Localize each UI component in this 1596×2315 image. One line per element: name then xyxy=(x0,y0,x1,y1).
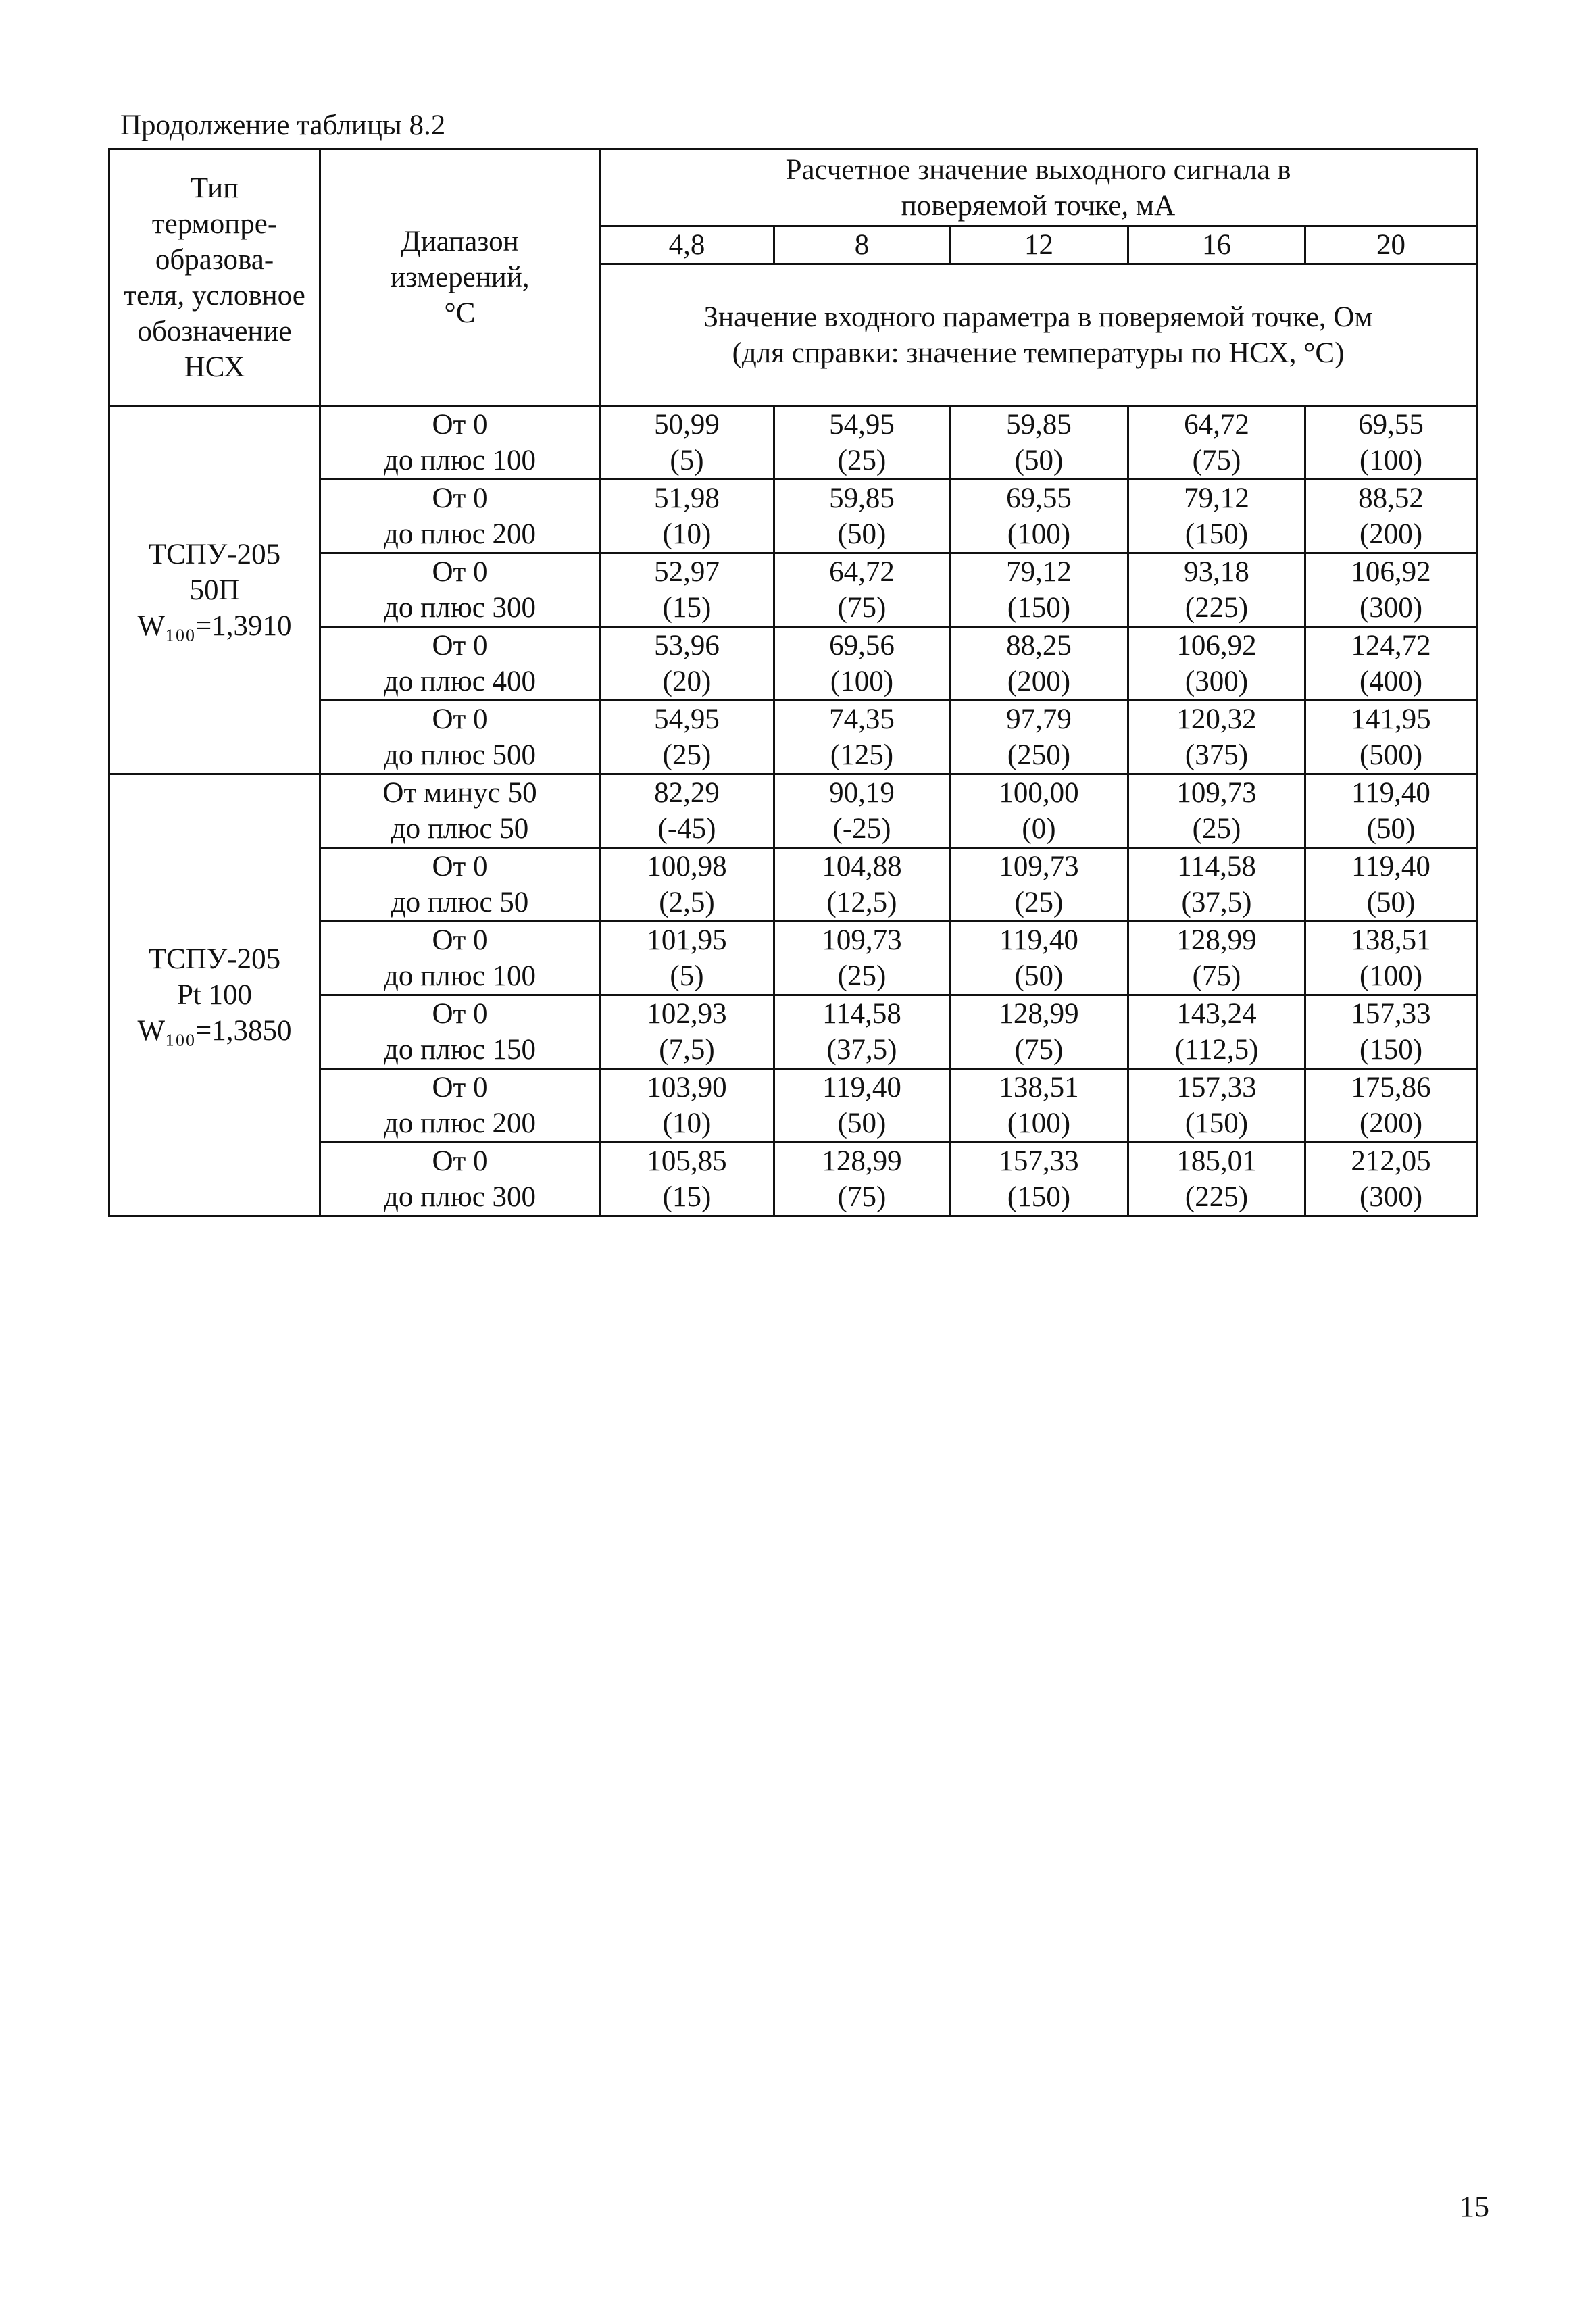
cell-line: 59,85 xyxy=(829,482,895,514)
cell-line: W₁₀₀=1,3910 xyxy=(137,609,292,642)
cell-line: (250) xyxy=(1007,739,1071,771)
header-line: Диапазон xyxy=(401,226,519,257)
value-cell xyxy=(1128,627,1305,701)
value-cell xyxy=(950,406,1128,480)
cell-line: до плюс 100 xyxy=(383,960,537,992)
header-line: образова- xyxy=(155,243,274,276)
value-cell xyxy=(1128,1069,1305,1143)
cell-line: (225) xyxy=(1184,592,1249,624)
value-cell xyxy=(600,553,774,627)
cell-line: (75) xyxy=(1192,960,1241,992)
value-cell xyxy=(774,553,950,627)
cell-line: (150) xyxy=(1184,1107,1249,1139)
cell-line: (25) xyxy=(837,960,887,992)
cell-line: 128,99 xyxy=(822,1145,902,1177)
cell-line: 106,92 xyxy=(1351,556,1431,588)
cell-line: (50) xyxy=(837,1107,887,1139)
value-cell xyxy=(950,480,1128,553)
cell-line: 128,99 xyxy=(999,998,1079,1030)
cell-line: (150) xyxy=(1007,592,1071,624)
range-cell xyxy=(320,553,600,627)
value-cell xyxy=(600,701,774,774)
value-cell xyxy=(1305,701,1477,774)
cell-line: ТСПУ-205 xyxy=(148,943,281,975)
cell-line: (75) xyxy=(1014,1034,1064,1066)
cell-line: (300) xyxy=(1359,592,1423,624)
cell-line: (225) xyxy=(1184,1181,1249,1213)
value-cell xyxy=(950,848,1128,922)
cell-line: 100,98 xyxy=(647,851,727,882)
cell-line: От 0 xyxy=(432,482,488,514)
cell-line: От 0 xyxy=(432,924,488,956)
cell-line: 104,88 xyxy=(822,851,902,882)
cell-line: (150) xyxy=(1359,1034,1423,1066)
cell-line: 157,33 xyxy=(999,1145,1079,1177)
cell-line: (50) xyxy=(1366,813,1416,845)
value-cell xyxy=(950,627,1128,701)
header-line: обозначение xyxy=(137,315,292,347)
cell-line: 69,55 xyxy=(1358,409,1424,441)
range-cell xyxy=(320,1069,600,1143)
value-cell xyxy=(774,627,950,701)
cell-line: 185,01 xyxy=(1176,1145,1257,1177)
cell-line: 119,40 xyxy=(999,924,1078,956)
cell-line: (10) xyxy=(662,1107,712,1139)
value-cell xyxy=(1128,553,1305,627)
cell-line: (100) xyxy=(1359,960,1423,992)
calibration-table xyxy=(108,148,1478,1217)
cell-line: (200) xyxy=(1007,666,1071,697)
header-line: Расчетное значение выходного сигнала в xyxy=(785,153,1291,186)
cell-line: 64,72 xyxy=(829,556,895,588)
value-cell xyxy=(1128,922,1305,995)
value-cell xyxy=(1128,406,1305,480)
output-signal-header xyxy=(600,149,1477,226)
cell-line: 59,85 xyxy=(1006,409,1072,441)
page-number: 15 xyxy=(1460,2190,1489,2223)
cell-line: 141,95 xyxy=(1351,703,1431,735)
cell-line: От 0 xyxy=(432,851,488,882)
cell-line: 138,51 xyxy=(999,1072,1079,1103)
value-cell xyxy=(950,701,1128,774)
cell-line: 74,35 xyxy=(829,703,895,735)
cell-line: 100,00 xyxy=(999,777,1079,809)
cell-line: 114,58 xyxy=(1177,851,1256,882)
cell-line: 88,52 xyxy=(1358,482,1424,514)
value-cell xyxy=(600,922,774,995)
sensor-type-cell xyxy=(109,406,320,774)
cell-line: Pt 100 xyxy=(176,979,253,1011)
cell-line: 120,32 xyxy=(1176,703,1257,735)
cell-line: до плюс 400 xyxy=(383,666,537,697)
cell-line: От 0 xyxy=(432,1145,488,1177)
cell-line: до плюс 150 xyxy=(383,1034,537,1066)
value-cell xyxy=(774,480,950,553)
cell-line: 90,19 xyxy=(829,777,895,809)
header-line: поверяемой точке, мА xyxy=(901,189,1176,222)
cell-line: 212,05 xyxy=(1351,1145,1431,1177)
value-cell xyxy=(950,774,1128,848)
cell-line: 109,73 xyxy=(999,851,1079,882)
cell-line: до плюс 300 xyxy=(383,592,537,624)
cell-line: 50П xyxy=(189,574,240,606)
cell-line: 119,40 xyxy=(822,1072,901,1103)
cell-line: (75) xyxy=(837,1181,887,1213)
cell-line: (37,5) xyxy=(826,1034,897,1066)
cell-line: 143,24 xyxy=(1176,998,1257,1030)
cell-line: до плюс 300 xyxy=(383,1181,537,1213)
table-row xyxy=(109,406,1477,480)
value-cell xyxy=(600,406,774,480)
cell-line: 64,72 xyxy=(1184,409,1249,441)
value-cell xyxy=(1305,406,1477,480)
value-cell xyxy=(774,1143,950,1216)
range-cell xyxy=(320,995,600,1069)
cell-line: до плюс 50 xyxy=(391,887,529,918)
cell-line: 79,12 xyxy=(1184,482,1249,514)
range-cell xyxy=(320,480,600,553)
cell-line: (37,5) xyxy=(1181,887,1252,918)
header-line: (для справки: значение температуры по НСХ, °С) xyxy=(732,337,1345,369)
cell-line: 69,55 xyxy=(1006,482,1072,514)
cell-line: (7,5) xyxy=(659,1034,715,1066)
cell-line: (100) xyxy=(1359,445,1423,476)
range-cell xyxy=(320,774,600,848)
ma-value-header: 20 xyxy=(1305,226,1477,264)
cell-line: 105,85 xyxy=(647,1145,727,1177)
range-cell xyxy=(320,701,600,774)
ma-value-header: 4,8 xyxy=(600,226,774,264)
cell-line: 119,40 xyxy=(1351,777,1430,809)
cell-line: 119,40 xyxy=(1351,851,1430,882)
cell-line: (25) xyxy=(1014,887,1064,918)
cell-line: 54,95 xyxy=(654,703,720,735)
range-column-header xyxy=(320,149,600,406)
value-cell xyxy=(1128,848,1305,922)
cell-line: 102,93 xyxy=(647,998,727,1030)
range-cell xyxy=(320,627,600,701)
value-cell xyxy=(600,1069,774,1143)
header-line: °С xyxy=(444,297,476,329)
cell-line: 93,18 xyxy=(1184,556,1249,588)
value-cell xyxy=(600,627,774,701)
cell-line: до плюс 200 xyxy=(383,1107,537,1139)
value-cell xyxy=(774,1069,950,1143)
value-cell xyxy=(774,848,950,922)
range-cell xyxy=(320,406,600,480)
cell-line: 103,90 xyxy=(647,1072,727,1103)
header-line: Тип xyxy=(190,172,239,204)
cell-line: 82,29 xyxy=(654,777,720,809)
value-cell xyxy=(774,995,950,1069)
value-cell xyxy=(950,1143,1128,1216)
cell-line: От 0 xyxy=(432,409,488,441)
cell-line: (300) xyxy=(1184,666,1249,697)
cell-line: (50) xyxy=(1014,960,1064,992)
cell-line: (10) xyxy=(662,518,712,550)
header-line: измерений, xyxy=(390,262,530,293)
type-column-header xyxy=(109,149,320,406)
cell-line: 106,92 xyxy=(1176,630,1257,662)
cell-line: (2,5) xyxy=(659,887,715,918)
cell-line: (300) xyxy=(1359,1181,1423,1213)
cell-line: (112,5) xyxy=(1174,1034,1259,1066)
table-caption: Продолжение таблицы 8.2 xyxy=(120,109,446,141)
value-cell xyxy=(1305,995,1477,1069)
cell-line: до плюс 200 xyxy=(383,518,537,550)
header-line: термопре- xyxy=(151,207,278,240)
value-cell xyxy=(600,995,774,1069)
cell-line: (375) xyxy=(1184,739,1249,771)
cell-line: (20) xyxy=(662,666,712,697)
value-cell xyxy=(774,406,950,480)
cell-line: (15) xyxy=(662,1181,712,1213)
cell-line: 88,25 xyxy=(1006,630,1072,662)
cell-line: 124,72 xyxy=(1351,630,1431,662)
cell-line: (100) xyxy=(830,666,894,697)
value-cell xyxy=(600,774,774,848)
cell-line: 109,73 xyxy=(1176,777,1257,809)
cell-line: (12,5) xyxy=(826,887,897,918)
cell-line: 51,98 xyxy=(654,482,720,514)
header-line: Значение входного параметра в поверяемой точке, Ом xyxy=(703,301,1373,333)
cell-line: 79,12 xyxy=(1006,556,1072,588)
cell-line: От 0 xyxy=(432,556,488,588)
cell-line: (5) xyxy=(670,960,704,992)
cell-line: От 0 xyxy=(432,998,488,1030)
table-row xyxy=(109,774,1477,848)
range-cell xyxy=(320,1143,600,1216)
ma-value-header: 12 xyxy=(950,226,1128,264)
value-cell xyxy=(600,848,774,922)
value-cell xyxy=(1305,774,1477,848)
value-cell xyxy=(1128,774,1305,848)
value-cell xyxy=(1305,1143,1477,1216)
cell-line: (25) xyxy=(837,445,887,476)
header-line: теля, условное xyxy=(124,279,305,312)
cell-line: (500) xyxy=(1359,739,1423,771)
cell-line: (50) xyxy=(1014,445,1064,476)
value-cell xyxy=(774,774,950,848)
cell-line: (50) xyxy=(1366,887,1416,918)
cell-line: От 0 xyxy=(432,703,488,735)
range-cell xyxy=(320,848,600,922)
cell-line: (-45) xyxy=(657,813,716,845)
value-cell xyxy=(950,1069,1128,1143)
cell-line: (125) xyxy=(830,739,894,771)
cell-line: (15) xyxy=(662,592,712,624)
input-parameter-header xyxy=(600,264,1477,406)
cell-line: (150) xyxy=(1007,1181,1071,1213)
value-cell xyxy=(1305,922,1477,995)
value-cell xyxy=(1128,701,1305,774)
value-cell xyxy=(774,701,950,774)
value-cell xyxy=(600,1143,774,1216)
cell-line: 175,86 xyxy=(1351,1072,1431,1103)
cell-line: (-25) xyxy=(832,813,891,845)
range-cell xyxy=(320,922,600,995)
cell-line: (75) xyxy=(1192,445,1241,476)
cell-line: (100) xyxy=(1007,1107,1071,1139)
cell-line: до плюс 500 xyxy=(383,739,537,771)
value-cell xyxy=(1128,480,1305,553)
value-cell xyxy=(1305,480,1477,553)
cell-line: От 0 xyxy=(432,630,488,662)
value-cell xyxy=(774,922,950,995)
value-cell xyxy=(1305,848,1477,922)
cell-line: (50) xyxy=(837,518,887,550)
cell-line: 157,33 xyxy=(1351,998,1431,1030)
cell-line: От минус 50 xyxy=(382,777,537,809)
cell-line: 109,73 xyxy=(822,924,902,956)
cell-line: (25) xyxy=(1192,813,1241,845)
value-cell xyxy=(1128,1143,1305,1216)
header-line: НСХ xyxy=(184,351,245,383)
value-cell xyxy=(950,995,1128,1069)
cell-line: 97,79 xyxy=(1006,703,1072,735)
ma-value-header: 16 xyxy=(1128,226,1305,264)
cell-line: до плюс 50 xyxy=(391,813,529,845)
cell-line: (75) xyxy=(837,592,887,624)
cell-line: (200) xyxy=(1359,1107,1423,1139)
cell-line: (0) xyxy=(1022,813,1056,845)
value-cell xyxy=(600,480,774,553)
cell-line: 69,56 xyxy=(829,630,895,662)
cell-line: (400) xyxy=(1359,666,1423,697)
cell-line: ТСПУ-205 xyxy=(148,538,281,570)
cell-line: (25) xyxy=(662,739,712,771)
value-cell xyxy=(1305,1069,1477,1143)
cell-line: 114,58 xyxy=(822,998,901,1030)
cell-line: 101,95 xyxy=(647,924,727,956)
cell-line: 53,96 xyxy=(654,630,720,662)
cell-line: W₁₀₀=1,3850 xyxy=(137,1015,292,1047)
cell-line: 157,33 xyxy=(1176,1072,1257,1103)
cell-line: 52,97 xyxy=(654,556,720,588)
cell-line: От 0 xyxy=(432,1072,488,1103)
cell-line: 138,51 xyxy=(1351,924,1431,956)
value-cell xyxy=(1305,553,1477,627)
cell-line: до плюс 100 xyxy=(383,445,537,476)
value-cell xyxy=(950,922,1128,995)
cell-line: 50,99 xyxy=(654,409,720,441)
cell-line: (150) xyxy=(1184,518,1249,550)
cell-line: (5) xyxy=(670,445,704,476)
cell-line: (200) xyxy=(1359,518,1423,550)
value-cell xyxy=(950,553,1128,627)
sensor-type-cell xyxy=(109,774,320,1216)
cell-line: 54,95 xyxy=(829,409,895,441)
cell-line: 128,99 xyxy=(1176,924,1257,956)
ma-value-header: 8 xyxy=(774,226,950,264)
value-cell xyxy=(1305,627,1477,701)
value-cell xyxy=(1128,995,1305,1069)
cell-line: (100) xyxy=(1007,518,1071,550)
